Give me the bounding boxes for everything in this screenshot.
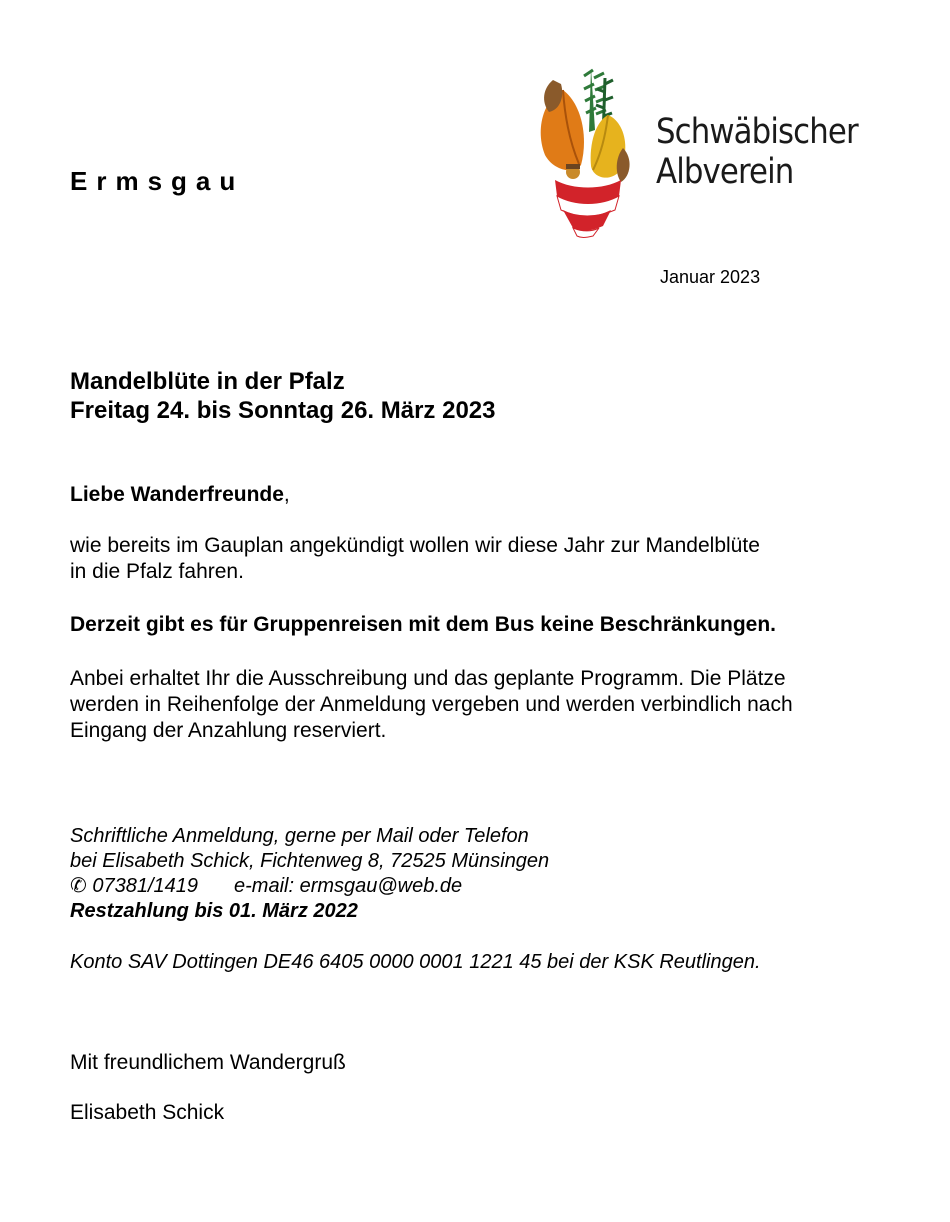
phone-icon: ✆ [70, 875, 87, 897]
bank-account: Konto SAV Dottingen DE46 6405 0000 0001 1221 45 bei der KSK Reutlingen. [70, 951, 761, 973]
event-title-line-1: Mandelblüte in der Pfalz [70, 368, 345, 395]
gau-name: Ermsgau [70, 166, 245, 196]
contact-row [70, 874, 549, 899]
signature: Elisabeth Schick [70, 1101, 225, 1124]
phone-number: 07381/1419 [92, 875, 198, 897]
event-title-line-2: Freitag 24. bis Sonntag 26. März 2023 [70, 397, 496, 424]
letter-date: Januar 2023 [660, 267, 761, 287]
intro-line-2: in die Pfalz fahren. [70, 560, 244, 583]
registration-line-2: bei Elisabeth Schick, Fichtenweg 8, 72525 Münsingen [70, 850, 550, 872]
intro-paragraph [70, 533, 870, 585]
albverein-logo [533, 60, 633, 238]
brand-line-1: Schwäbischer [656, 112, 858, 152]
details-line-3: Eingang der Anzahlung reserviert. [70, 719, 387, 742]
registration-line-1: Schriftliche Anmeldung, gerne per Mail oder Telefon [70, 825, 529, 847]
intro-line-1: wie bereits im Gauplan angekündigt wollen wir diese Jahr zur Mandelblüte [70, 534, 760, 557]
salutation-text: Liebe Wanderfreunde [70, 483, 284, 506]
brand-name [656, 112, 858, 192]
notice-text: Derzeit gibt es für Gruppenreisen mit dem Bus keine Beschränkungen. [70, 613, 777, 636]
salutation [70, 482, 290, 508]
email-address: e-mail: ermsgau@web.de [234, 875, 463, 897]
closing-greeting: Mit freundlichem Wandergruß [70, 1051, 346, 1074]
details-line-1: Anbei erhaltet Ihr die Ausschreibung und das geplante Programm. Die Plätze [70, 667, 786, 690]
event-title [70, 367, 495, 425]
registration-block [70, 824, 549, 924]
salutation-comma: , [283, 483, 290, 506]
details-paragraph [70, 666, 890, 744]
payment-deadline: Restzahlung bis 01. März 2022 [70, 900, 358, 922]
brand-line-2: Albverein [656, 152, 794, 192]
details-line-2: werden in Reihenfolge der Anmeldung vergeben und werden verbindlich nach [70, 693, 793, 716]
